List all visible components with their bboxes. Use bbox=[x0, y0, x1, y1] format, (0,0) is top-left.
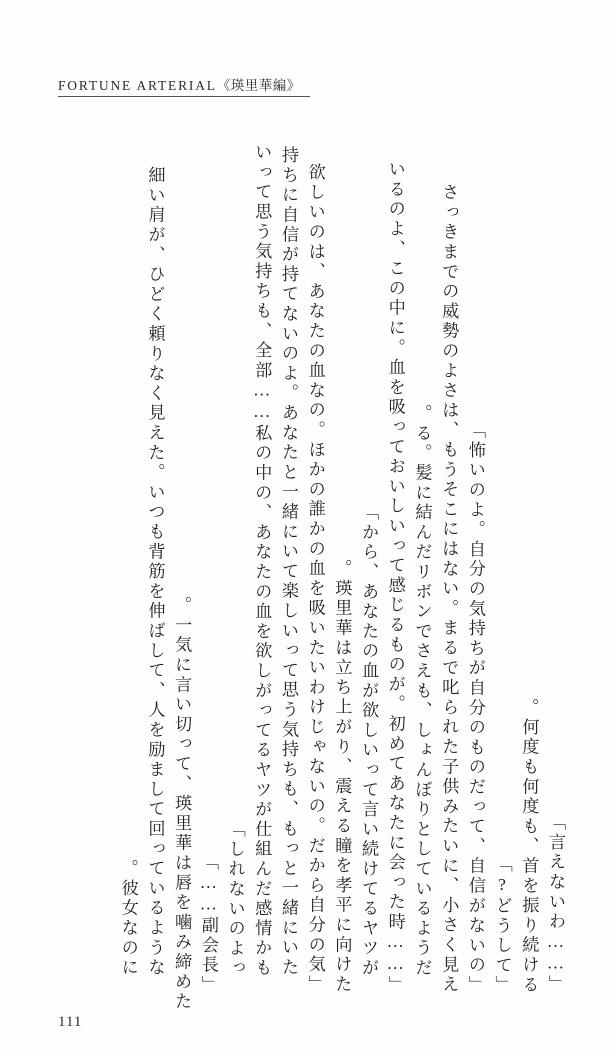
chapter-title: 《瑛里華編》 bbox=[216, 78, 301, 93]
text-column: 「どうして?」 bbox=[492, 854, 512, 995]
text-column: 「欲しいのは、あなたの血なの。ほかの誰かの血を吸いたいわけじゃないの。だから自分の気 bbox=[305, 163, 325, 995]
header-rule bbox=[58, 96, 310, 97]
text-column: 「怖いのよ。自分の気持ちが自分のものだって、自信がないの」 bbox=[465, 420, 485, 995]
text-column: る。髪に結んだリボンでさえも、しょんぼりとしているようだ。 bbox=[412, 403, 432, 978]
text-column: 瑛里華は立ち上がり、震える瞳を孝平に向けた。 bbox=[332, 559, 352, 995]
text-column: いって思う気持ちも、全部……私の中の、あなたの血を欲しがってるヤツが仕組んだ感情かも bbox=[252, 142, 272, 978]
page-number: 111 bbox=[58, 1014, 83, 1030]
text-column: 一気に言い切って、瑛里華は唇を噛み締めた。 bbox=[172, 596, 192, 1012]
text-column: 彼女なのに。 bbox=[118, 859, 138, 978]
text-column: 細い肩が、ひどく頼りなく見えた。いつも背筋を伸ばして、人を励まして回っているような bbox=[145, 166, 165, 978]
text-column: 「……言えないわ」 bbox=[546, 813, 565, 995]
text-column: 何度も何度も、首を振り続ける。 bbox=[519, 697, 539, 995]
text-column: さっきまでの威勢のよさは、もうそこにはない。まるで叱られた子供みたいに、小さく見え bbox=[439, 183, 459, 995]
text-column: 持ちに自信が持てないのよ。あなたと一緒にいて楽しいって思う気持ちも、もっと一緒にいた bbox=[278, 146, 298, 978]
text-column: 「……いるのよ、この中に。血を吸っておいしいって感じるものが。初めてあなたに会った時 bbox=[385, 159, 405, 995]
text-column: しれないのよっ」 bbox=[225, 819, 245, 978]
text-column: から、あなたの血が欲しいって言い続けてるヤツが」 bbox=[359, 502, 379, 978]
series-title: FORTUNE ARTERIAL bbox=[58, 78, 217, 93]
running-head bbox=[58, 74, 301, 94]
text-column: 「副会長……」 bbox=[198, 852, 218, 995]
vertical-text-body bbox=[52, 118, 565, 1012]
